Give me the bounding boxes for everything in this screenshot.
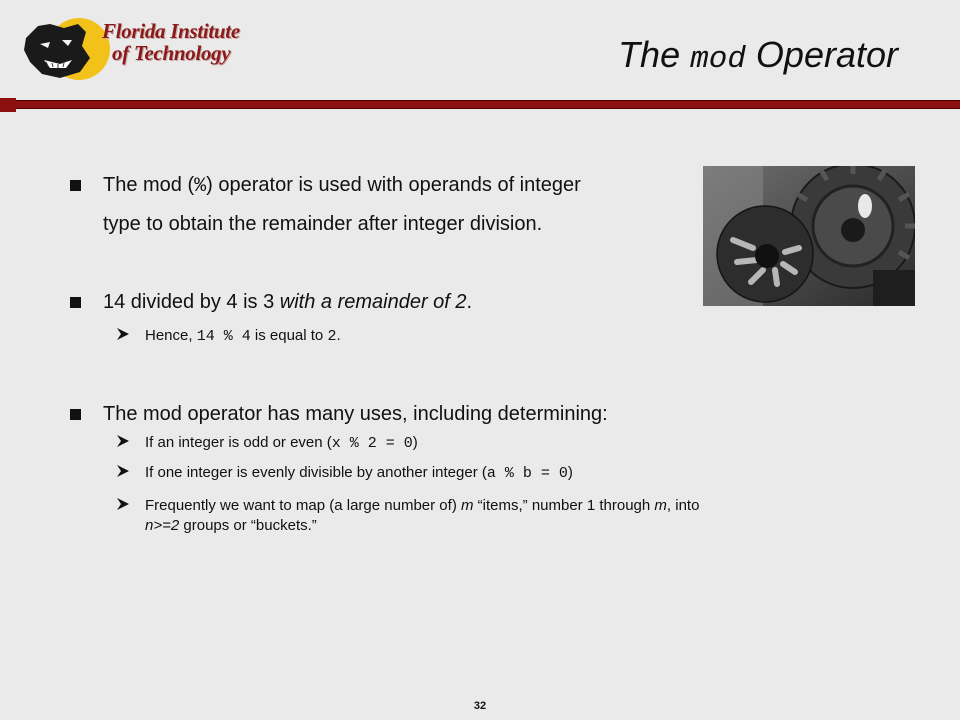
b2-post: .: [466, 291, 473, 313]
title-code: mod: [690, 42, 746, 77]
b3s2-pre: If one integer is evenly divisible by another integer (: [145, 464, 487, 481]
b3s1-pre: If an integer is odd or even (: [145, 434, 332, 451]
arrow-bullet-icon: [116, 464, 130, 484]
b2s-post: .: [336, 327, 341, 344]
logo-wordmark: [102, 20, 240, 64]
bullet-text: [103, 284, 472, 320]
gears-photo: [703, 166, 915, 306]
page-number: 32: [473, 700, 487, 712]
b3s3-t3: , into: [666, 497, 700, 514]
square-bullet-icon: [70, 297, 81, 308]
b1-pre: The mod (: [103, 174, 195, 196]
b2s-mid: is equal to: [250, 327, 328, 344]
logo-line2: of Technology: [112, 41, 231, 65]
slide-title: [618, 34, 898, 77]
b3s1-code: x % 2 = 0: [331, 435, 413, 452]
sub-bullet-text: [145, 326, 341, 347]
bullet-text: The mod operator has many uses, including determining:: [103, 403, 608, 425]
arrow-bullet-icon: [116, 327, 130, 347]
b3s3-m1: m: [460, 497, 474, 514]
logo-line1: Florida Institute: [102, 19, 240, 43]
sub-bullet-text: [145, 516, 317, 536]
arrow-bullet-icon: [116, 434, 130, 454]
b3s3-t1: Frequently we want to map (a large number of): [145, 497, 461, 514]
b2s-code: 14 % 4: [196, 328, 251, 345]
fit-logo: [18, 14, 248, 84]
b2s-pre: Hence,: [145, 327, 197, 344]
b3s3-t4: groups or “buckets.”: [179, 517, 317, 534]
b3s1-post: ): [412, 434, 418, 451]
b3s3-m2: m: [654, 497, 667, 514]
b2-pre: 14 divided by 4 is 3: [103, 291, 280, 313]
b3s2-code: a % b = 0: [486, 465, 568, 482]
bullet-text: [103, 167, 581, 205]
title-pre: The: [618, 34, 691, 75]
b1-line2: type to obtain the remainder after integer division.: [103, 213, 543, 235]
b2s-code2: 2: [327, 328, 337, 345]
header-rule: [0, 100, 960, 109]
sub-bullet-text: [145, 433, 418, 454]
b1-post: ) operator is used with operands of integer: [206, 174, 581, 196]
sub-bullet-text: [145, 463, 573, 484]
b1-code: %: [194, 175, 207, 198]
square-bullet-icon: [70, 180, 81, 191]
sub-bullet-text: [145, 496, 699, 516]
b3s3-n: n>=2: [145, 517, 180, 534]
b3s2-post: ): [567, 464, 573, 481]
title-post: Operator: [745, 34, 898, 75]
arrow-bullet-icon: [116, 497, 130, 517]
square-bullet-icon: [70, 409, 81, 420]
b3s3-t2: “items,” number 1 through: [473, 497, 655, 514]
panther-icon: [20, 16, 110, 86]
b2-italic: with a remainder of 2: [279, 291, 467, 313]
